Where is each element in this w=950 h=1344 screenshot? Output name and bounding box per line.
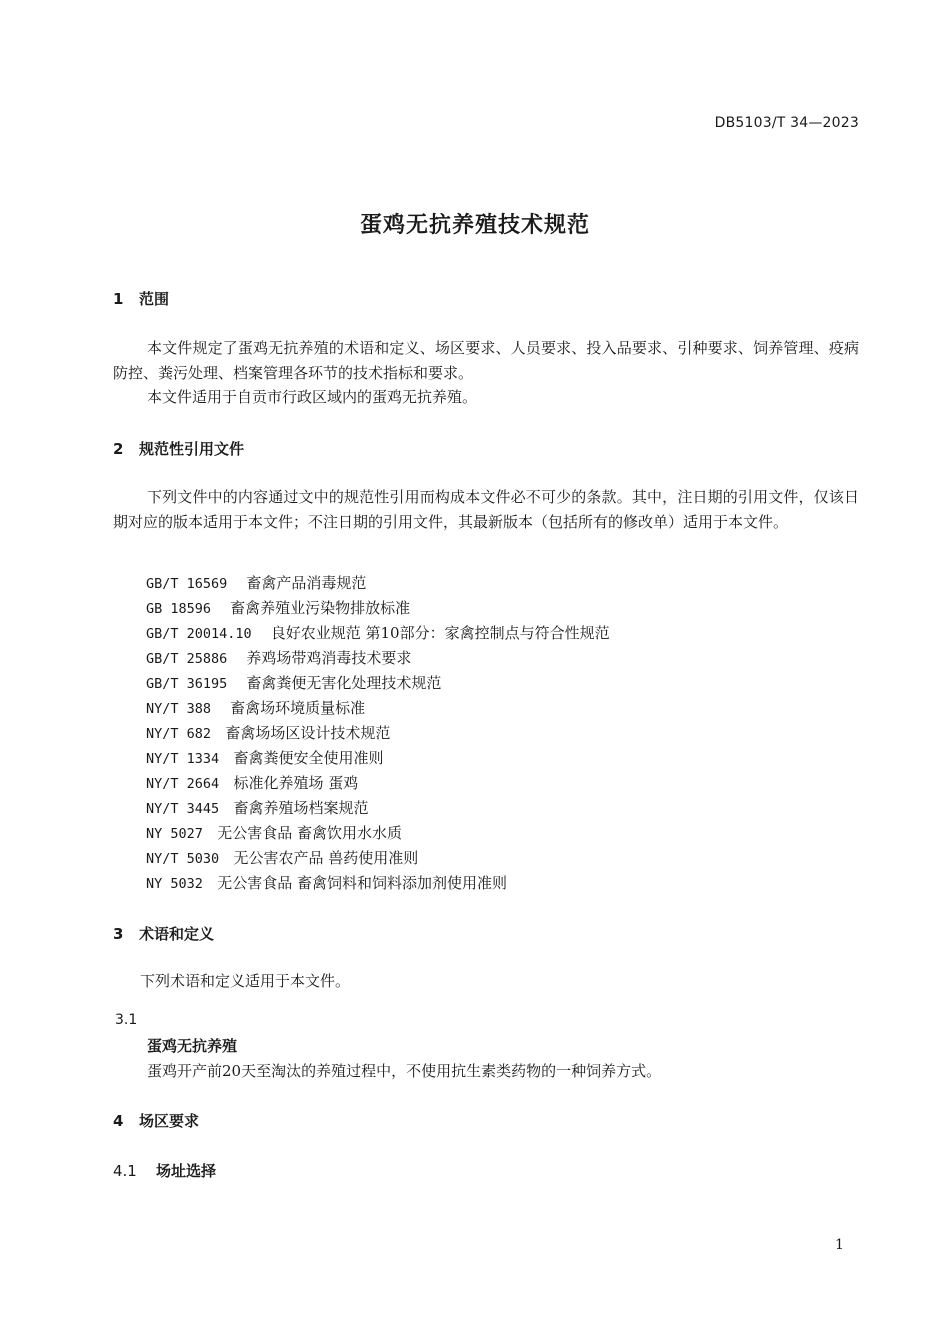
references-intro-paragraph: 下列文件中的内容通过文中的规范性引用而构成本文件必不可少的条款。其中，注日期的引用文件，仅该日期对应的版本适用于本文件；不注日期的引用文件，其最新版本（包括所有的修改单）适用于本文件。	[113, 488, 859, 531]
section-title: 术语和定义	[139, 925, 215, 943]
reference-title: 畜禽养殖业污染物排放标准	[230, 599, 411, 617]
reference-code: NY 5027	[146, 826, 203, 842]
reference-title: 养鸡场带鸡消毒技术要求	[246, 649, 412, 667]
reference-code: NY 5032	[146, 876, 203, 892]
term-name: 蛋鸡无抗养殖	[147, 1037, 238, 1055]
reference-item	[146, 746, 383, 772]
reference-item	[146, 846, 418, 872]
reference-code: GB/T 16569	[146, 576, 228, 592]
page-number: 1	[835, 1237, 844, 1253]
scope-paragraph-2: 本文件适用于自贡市行政区域内的蛋鸡无抗养殖。	[147, 388, 478, 406]
reference-item	[146, 821, 402, 847]
section-number: 2	[113, 440, 124, 458]
reference-title: 标准化养殖场 蛋鸡	[233, 774, 359, 792]
reference-title: 无公害食品 畜禽饲料和饲料添加剂使用准则	[217, 874, 507, 892]
reference-item	[146, 571, 366, 597]
reference-item	[146, 696, 365, 722]
section-title: 范围	[139, 290, 170, 308]
reference-title: 良好农业规范 第10部分：家禽控制点与符合性规范	[270, 624, 610, 642]
reference-title: 畜禽产品消毒规范	[246, 574, 367, 592]
section-number: 3	[113, 925, 124, 943]
reference-item	[146, 771, 358, 797]
section-number: 1	[113, 290, 124, 308]
reference-item	[146, 621, 610, 647]
reference-code: GB/T 36195	[146, 676, 228, 692]
reference-item	[146, 796, 368, 822]
reference-title: 畜禽场环境质量标准	[230, 699, 366, 717]
reference-code: NY/T 682	[146, 726, 212, 742]
reference-title: 无公害食品 畜禽饮用水水质	[217, 824, 402, 842]
reference-code: GB/T 25886	[146, 651, 228, 667]
section-title: 场区要求	[139, 1112, 200, 1130]
term-definition: 蛋鸡开产前20天至淘汰的养殖过程中，不使用抗生素类药物的一种饲养方式。	[147, 1062, 662, 1080]
reference-item	[146, 721, 390, 747]
reference-code: NY/T 3445	[146, 801, 220, 817]
section-number: 4	[113, 1112, 124, 1130]
reference-item	[146, 646, 411, 672]
scope-paragraph-1: 本文件规定了蛋鸡无抗养殖的术语和定义、场区要求、人员要求、投入品要求、引种要求、饲养管理、疫病防控、粪污处理、档案管理各环节的技术指标和要求。	[113, 339, 859, 382]
reference-code: GB/T 20014.10	[146, 626, 252, 642]
reference-item	[146, 871, 507, 897]
section-heading-site-requirements	[113, 1110, 199, 1131]
document-title: 蛋鸡无抗养殖技术规范	[359, 213, 590, 238]
reference-title: 无公害农产品 兽药使用准则	[233, 849, 419, 867]
reference-code: GB 18596	[146, 601, 212, 617]
terms-intro-paragraph: 下列术语和定义适用于本文件。	[140, 972, 351, 990]
reference-title: 畜禽粪便安全使用准则	[233, 749, 384, 767]
subsection-heading-site-selection	[113, 1160, 216, 1181]
section-heading-terms	[113, 923, 214, 944]
reference-item	[146, 671, 441, 697]
reference-title: 畜禽养殖场档案规范	[233, 799, 369, 817]
reference-code: NY/T 1334	[146, 751, 220, 767]
reference-title: 畜禽场场区设计技术规范	[225, 724, 391, 742]
reference-item	[146, 596, 410, 622]
reference-title: 畜禽粪便无害化处理技术规范	[246, 674, 442, 692]
subsection-number: 4.1	[113, 1162, 137, 1180]
section-heading-scope	[113, 288, 169, 309]
subsection-number: 3.1	[115, 1012, 138, 1028]
subsection-title: 场址选择	[156, 1162, 217, 1180]
section-heading-normative-references	[113, 438, 244, 459]
reference-code: NY/T 2664	[146, 776, 220, 792]
reference-code: NY/T 5030	[146, 851, 220, 867]
reference-code: NY/T 388	[146, 701, 212, 717]
section-title: 规范性引用文件	[139, 440, 245, 458]
document-code: DB5103/T 34—2023	[714, 115, 859, 131]
